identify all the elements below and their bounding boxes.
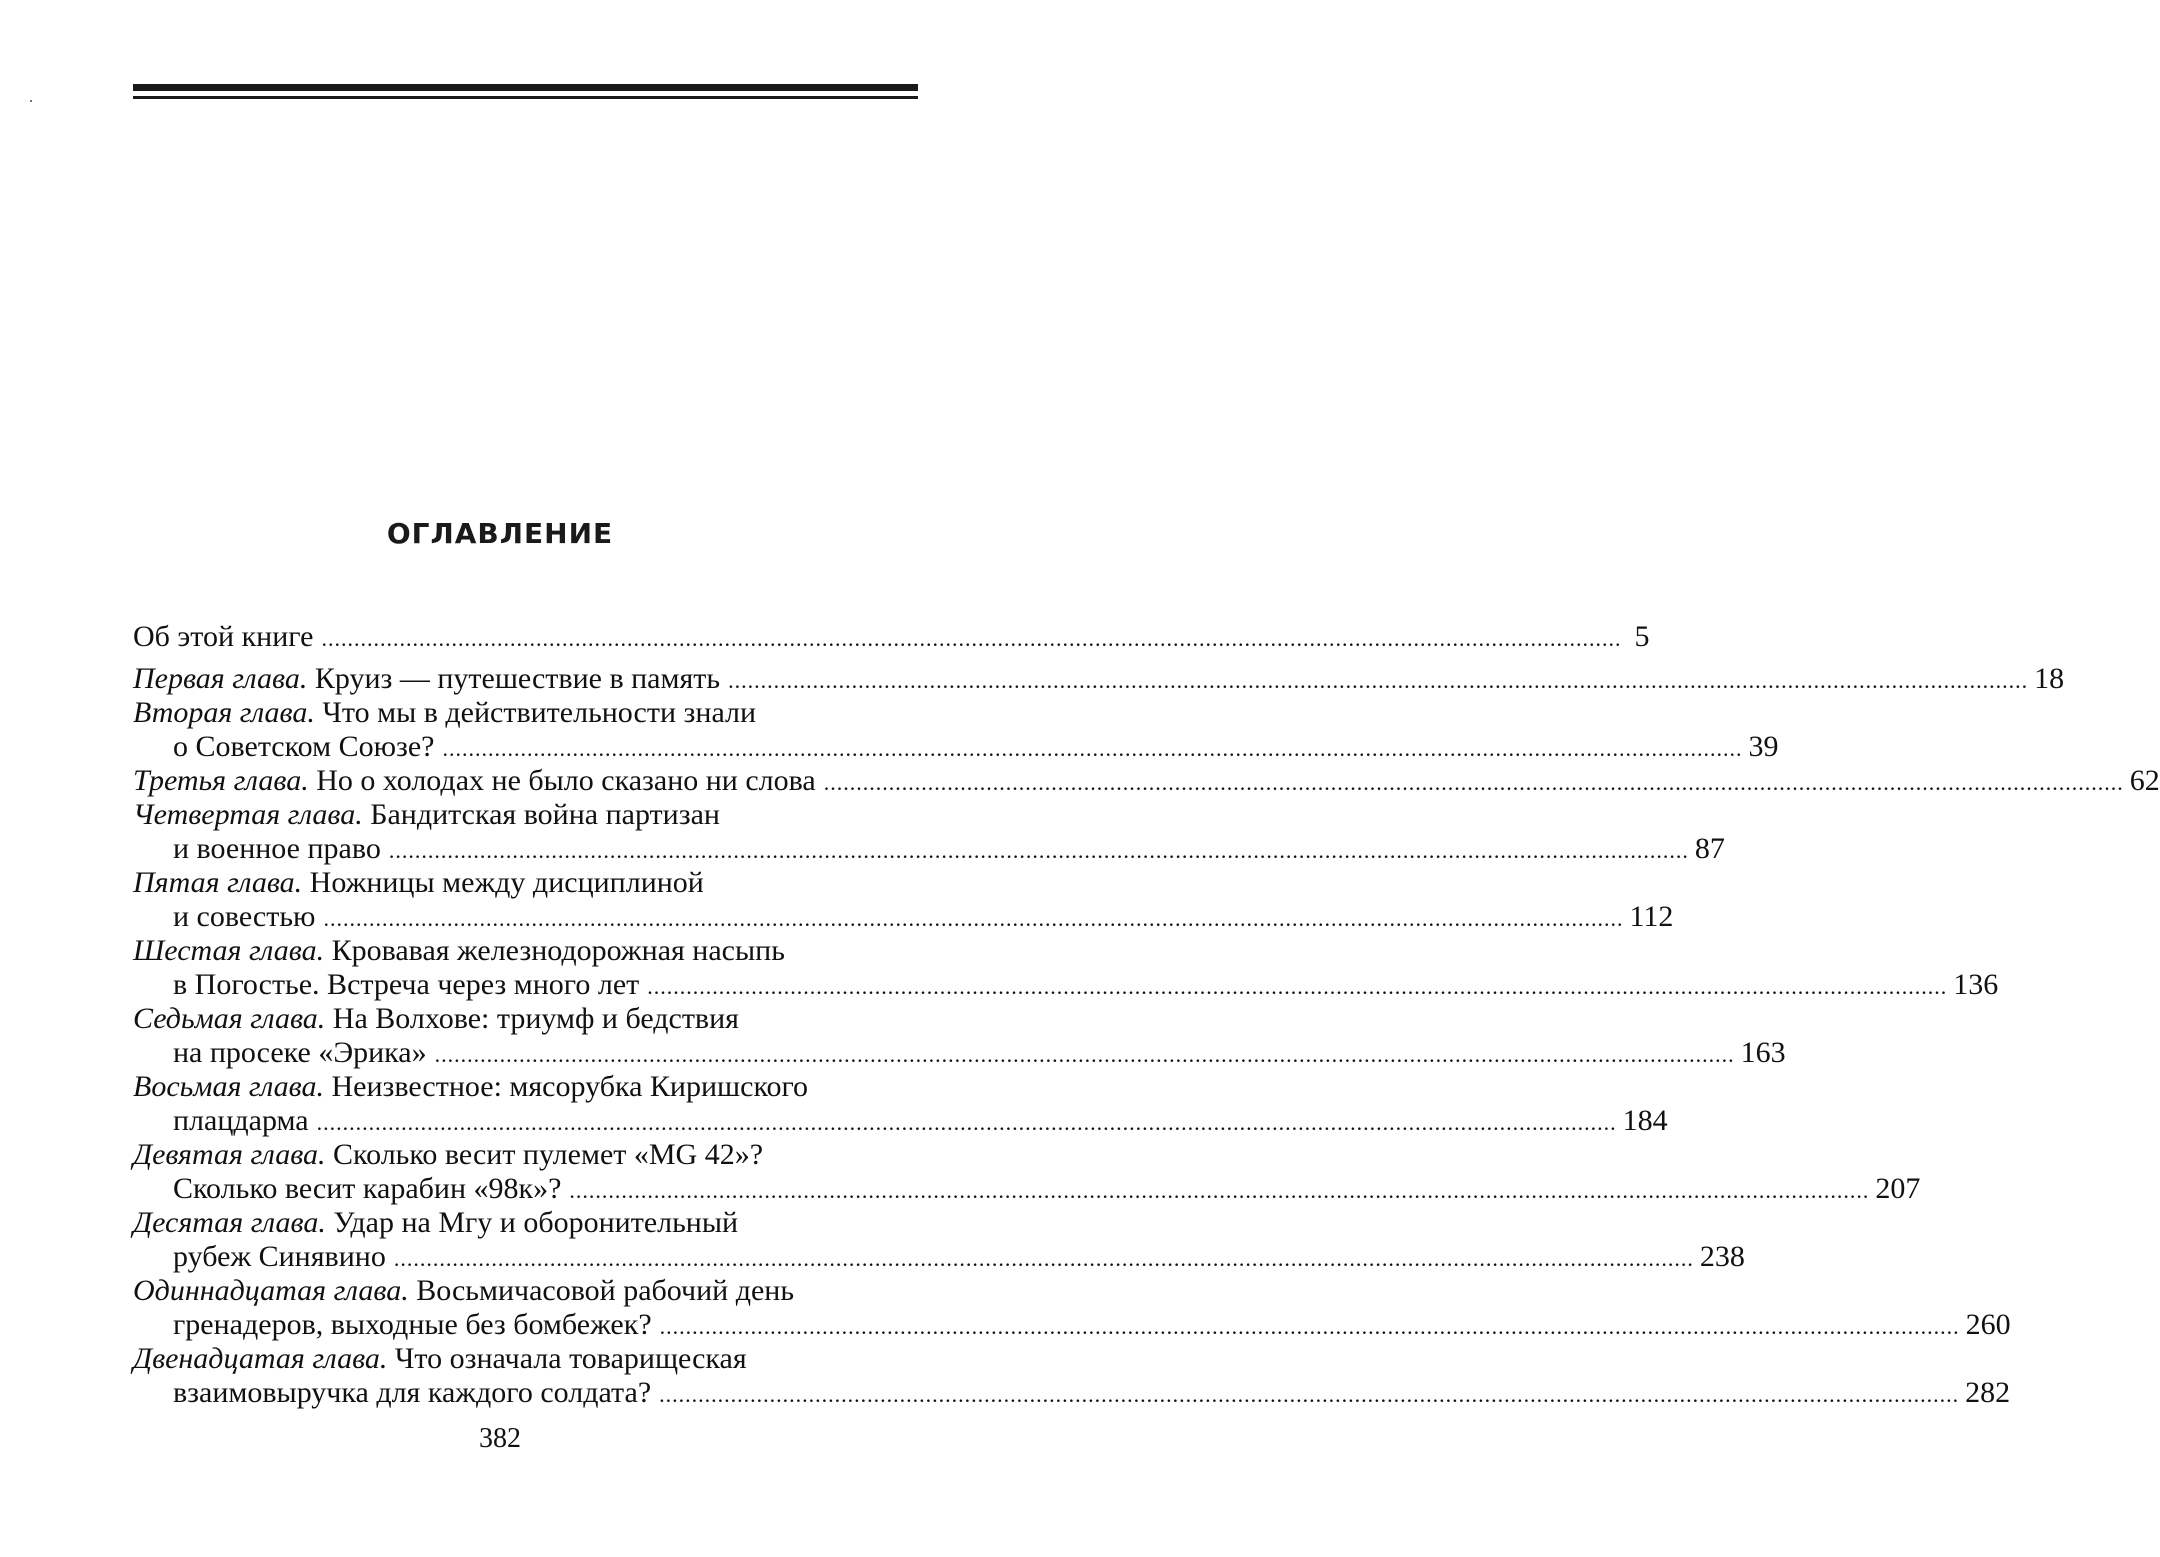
chapter-title: на просеке «Эрика» <box>173 1036 427 1069</box>
toc-entry-line <box>133 1308 2011 1342</box>
dot-leader: ........................................................................................................................................................................................................ <box>659 1382 1960 1407</box>
chapter-title: Сколько весит карабин «98к»? <box>173 1172 562 1205</box>
toc-page-number: 282 <box>1965 1376 2011 1409</box>
contents-heading: ОГЛАВЛЕНИЕ <box>386 517 614 550</box>
toc-page-number: 136 <box>1953 968 1999 1001</box>
chapter-label: Седьмая глава. <box>133 1002 326 1035</box>
chapter-title: в Погостье. Встреча через много лет <box>173 968 640 1001</box>
toc-entry-line <box>133 730 1779 764</box>
chapter-label: Одиннадцатая глава. <box>133 1274 409 1307</box>
toc-page-number: 260 <box>1965 1308 2011 1341</box>
chapter-label: Третья глава. <box>133 764 309 797</box>
toc-page-number: 184 <box>1622 1104 1668 1137</box>
toc-entry-line <box>133 900 1674 934</box>
chapter-label: Девятая глава. <box>133 1138 326 1171</box>
chapter-title: Что мы в действительности знали <box>322 696 757 729</box>
toc-entry-line <box>133 1172 1921 1206</box>
toc-entry-line <box>133 764 2160 798</box>
dot-leader: ........................................................................................................................................................................................................ <box>323 906 1624 931</box>
dot-leader: ........................................................................................................................................................................................................ <box>569 1178 1870 1203</box>
chapter-label: Вторая глава. <box>133 696 315 729</box>
toc-page-number: 5 <box>1634 620 1650 653</box>
chapter-title: о Советском Союзе? <box>173 730 435 763</box>
chapter-title: Об этой книге <box>133 620 314 653</box>
toc-entry-line <box>133 934 918 968</box>
chapter-title: Ножницы между дисциплиной <box>309 866 704 899</box>
toc-entry-line <box>133 798 918 832</box>
toc-entry-line <box>133 696 918 730</box>
toc-entry-line <box>133 1240 1745 1274</box>
chapter-title: и военное право <box>173 832 381 865</box>
chapter-title: Что означала товарищеская <box>394 1342 747 1375</box>
header-rule-thick <box>133 84 918 91</box>
dot-leader: ........................................................................................................................................................................................................ <box>388 838 1689 863</box>
chapter-title: Круиз — путешествие в память <box>314 662 721 695</box>
chapter-title: плацдарма <box>173 1104 309 1137</box>
toc-entry-line <box>133 1104 1668 1138</box>
dot-leader: ........................................................................................................................................................................................................ <box>728 668 2029 693</box>
toc-page-number: 62 <box>2129 764 2160 797</box>
toc-entry-line <box>133 1138 918 1172</box>
toc-entry-line <box>133 968 1999 1002</box>
chapter-title: На Волхове: триумф и бедствия <box>332 1002 739 1035</box>
dot-leader: ........................................................................................................................................................................................................ <box>823 770 2124 795</box>
toc-entry-line <box>133 1002 918 1036</box>
toc-page-number: 207 <box>1875 1172 1921 1205</box>
dot-leader: ........................................................................................................................................................................................................ <box>321 626 1622 651</box>
toc-entry-line <box>133 662 2065 696</box>
dot-leader: ........................................................................................................................................................................................................ <box>442 736 1743 761</box>
print-speck <box>30 100 32 102</box>
toc-page-number: 39 <box>1748 730 1779 763</box>
toc-entry-line <box>133 866 918 900</box>
dot-leader: ........................................................................................................................................................................................................ <box>647 974 1948 999</box>
chapter-title: Удар на Мгу и оборонительный <box>333 1206 739 1239</box>
toc-entry-line <box>133 832 1725 866</box>
chapter-title: Сколько весит пулемет «MG 42»? <box>333 1138 764 1171</box>
chapter-title: и совестью <box>173 900 316 933</box>
chapter-title: рубеж Синявино <box>173 1240 386 1273</box>
chapter-label: Восьмая глава. <box>133 1070 324 1103</box>
toc-entry-line <box>133 620 1650 654</box>
header-rule-thin <box>133 96 918 99</box>
chapter-label: Десятая глава. <box>133 1206 326 1239</box>
toc-entry-line <box>133 1376 2011 1410</box>
toc-entry-line <box>133 1070 918 1104</box>
toc-entry-line <box>133 1274 918 1308</box>
chapter-label: Первая глава. <box>133 662 308 695</box>
toc-entry-line <box>133 1036 1786 1070</box>
chapter-title: Кровавая железнодорожная насыпь <box>331 934 785 967</box>
toc-page-number: 87 <box>1694 832 1725 865</box>
toc-page-number: 238 <box>1699 1240 1745 1273</box>
dot-leader: ........................................................................................................................................................................................................ <box>316 1110 1617 1135</box>
chapter-label: Пятая глава. <box>133 866 303 899</box>
chapter-label: Четвертая глава. <box>133 798 363 831</box>
dot-leader: ........................................................................................................................................................................................................ <box>659 1314 1960 1339</box>
chapter-label: Шестая глава. <box>133 934 325 967</box>
chapter-title: Бандитская война партизан <box>370 798 720 831</box>
toc-entry-line <box>133 1206 918 1240</box>
dot-leader: ........................................................................................................................................................................................................ <box>393 1246 1694 1271</box>
chapter-title: гренадеров, выходные без бомбежек? <box>173 1308 652 1341</box>
toc-page-number: 112 <box>1629 900 1674 933</box>
chapter-title: Неизвестное: мясорубка Киришского <box>331 1070 809 1103</box>
chapter-label: Двенадцатая глава. <box>133 1342 388 1375</box>
chapter-title: Но о холодах не было сказано ни слова <box>316 764 816 797</box>
chapter-title: взаимовыручка для каждого солдата? <box>173 1376 652 1409</box>
toc-page-number: 18 <box>2034 662 2065 695</box>
chapter-title: Восьмичасовой рабочий день <box>416 1274 795 1307</box>
toc-page-number: 163 <box>1740 1036 1786 1069</box>
table-of-contents <box>133 620 2160 1410</box>
page-number: 382 <box>479 1423 521 1454</box>
toc-entry-line <box>133 1342 918 1376</box>
dot-leader: ........................................................................................................................................................................................................ <box>434 1042 1735 1067</box>
